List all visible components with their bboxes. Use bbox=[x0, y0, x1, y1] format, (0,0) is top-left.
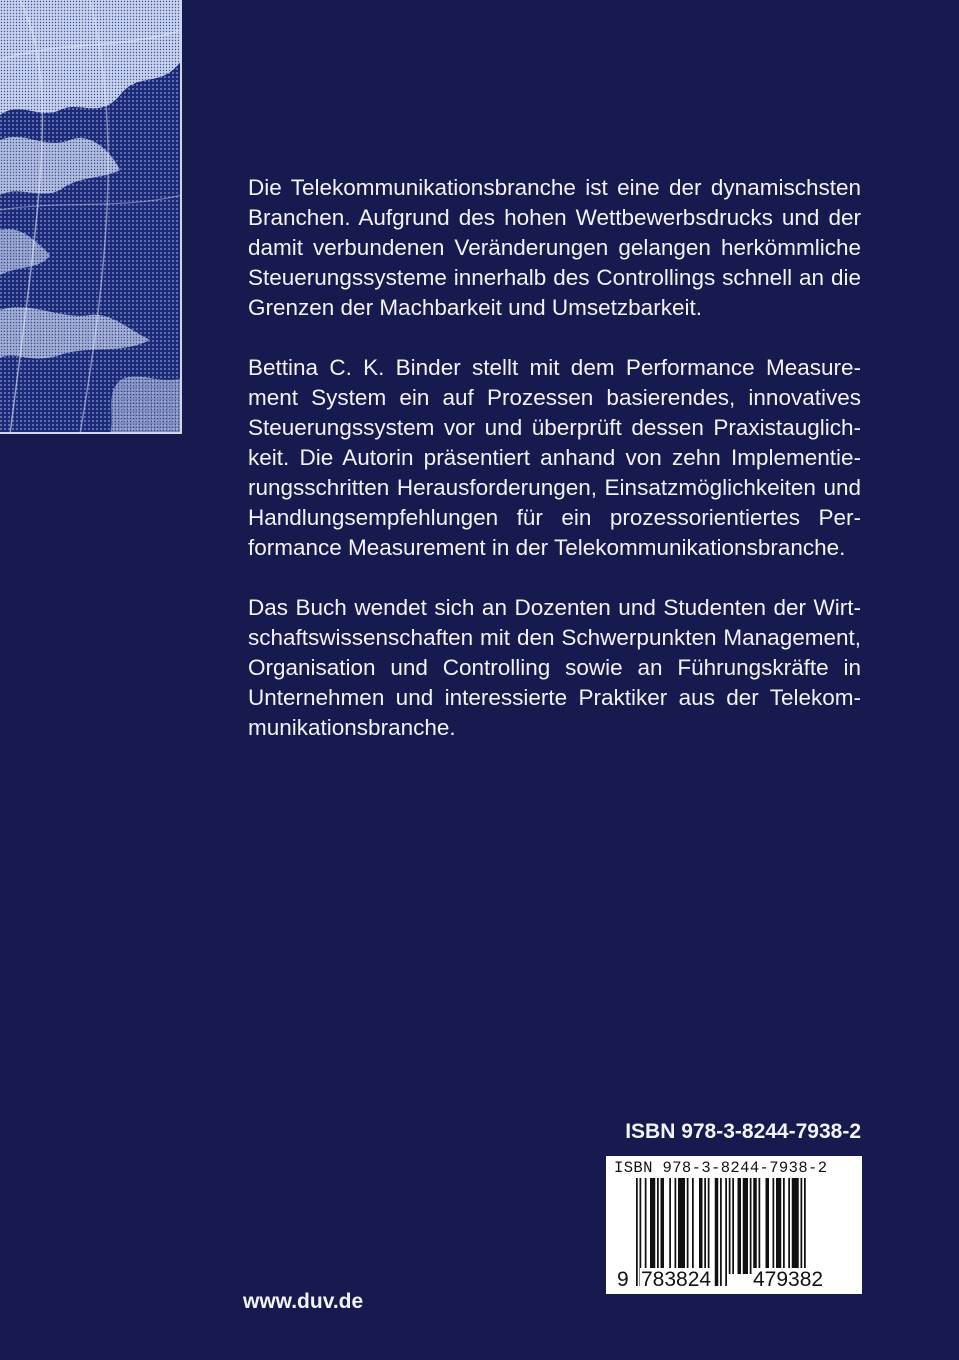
isbn-label: ISBN 978-3-8244-7938-2 bbox=[625, 1120, 861, 1143]
barcode-bar bbox=[669, 1178, 671, 1274]
globe-image bbox=[0, 0, 182, 434]
barcode-bar bbox=[776, 1178, 781, 1274]
barcode-digits-left: 783824 bbox=[641, 1268, 712, 1291]
barcode-digits bbox=[606, 1268, 862, 1292]
barcode-digits-right: 479382 bbox=[753, 1268, 824, 1291]
barcode-digit-lead: 9 bbox=[617, 1268, 629, 1291]
barcode-bar bbox=[783, 1178, 785, 1274]
barcode-bar bbox=[687, 1178, 689, 1274]
barcode-bar bbox=[699, 1178, 703, 1274]
barcode-bar bbox=[657, 1178, 659, 1274]
isbn-barcode bbox=[606, 1156, 862, 1294]
barcode-bar bbox=[675, 1178, 677, 1274]
barcode-bar bbox=[759, 1178, 761, 1274]
barcode-bar bbox=[692, 1178, 694, 1274]
barcode-bar bbox=[645, 1178, 647, 1274]
barcode-bar bbox=[661, 1178, 665, 1274]
barcode-bar bbox=[678, 1178, 685, 1274]
barcode-bar bbox=[773, 1178, 775, 1274]
globe-illustration bbox=[0, 0, 182, 434]
barcode-bar bbox=[732, 1178, 734, 1274]
blurb-text bbox=[248, 173, 861, 743]
barcode-bar bbox=[743, 1178, 748, 1274]
blurb-paragraph-1: Die Telekommunikationsbranche ist eine der dynamischsten Branchen. Aufgrund des hohen Wettbewerbsdrucks und der damit verbundenen Veränderungen gelangen herkömmliche Steuerungssysteme innerhalb des Controllings schnell an die Grenzen der Machbarkeit und Umsetzbarkeit. bbox=[248, 175, 861, 320]
barcode-bar bbox=[708, 1178, 710, 1274]
blurb-paragraph-3: Das Buch wendet sich an Dozenten und Studenten der Wirtschaftswissenschaften mit den Schwerpunkten Management, Organisation und Controlling sowie an Führungskräfte in Unternehmen und interessierte Praktiker aus der Telekommunikationsbranche. bbox=[248, 595, 861, 740]
barcode-bar bbox=[738, 1178, 742, 1274]
barcode-bar bbox=[704, 1178, 706, 1274]
barcode-bar bbox=[729, 1178, 731, 1274]
barcode-bar bbox=[750, 1178, 752, 1274]
blurb-paragraph-2: Bettina C. K. Binder stellt mit dem Performance Measurement System ein auf Prozessen basierendes, innovatives Steuerungssystem vor und überprüft dessen Praxistauglichkeit. Die Autorin präsentiert anhand von zehn Implementierungsschritten Herausforderungen, Einsatzmöglichkeiten und Handlungsempfehlungen für ein prozessorientiertes Performance Measurement in der Telekommunikationsbranche. bbox=[248, 355, 861, 560]
barcode-isbn-text: ISBN 978-3-8244-7938-2 bbox=[614, 1159, 828, 1177]
barcode-bar bbox=[792, 1178, 799, 1274]
publisher-website: www.duv.de bbox=[243, 1290, 364, 1313]
barcode-bar bbox=[650, 1178, 655, 1274]
barcode-bar bbox=[788, 1178, 790, 1274]
barcode-bar bbox=[753, 1178, 757, 1274]
barcode-bar bbox=[766, 1178, 770, 1274]
